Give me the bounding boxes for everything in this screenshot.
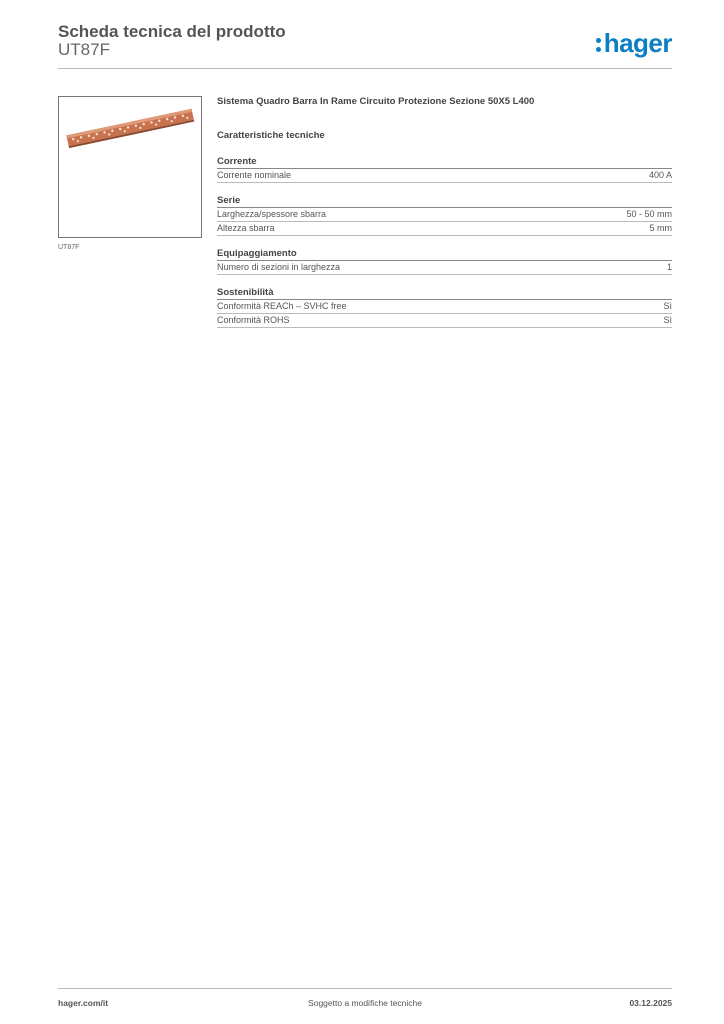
spec-row xyxy=(217,261,672,275)
hager-logo xyxy=(596,28,672,59)
spec-group-serie xyxy=(217,195,672,236)
group-title: Corrente xyxy=(217,156,672,169)
footer-website-link[interactable]: hager.com/it xyxy=(58,998,109,1008)
spec-row xyxy=(217,169,672,183)
logo-wordmark: hager xyxy=(603,28,672,58)
group-title: Equipaggiamento xyxy=(217,248,672,261)
spec-heading: Caratteristiche tecniche xyxy=(217,130,325,141)
spec-value: 400 A xyxy=(648,170,672,180)
copper-busbar-image xyxy=(59,97,201,237)
spec-label: Conformità REACh – SVHC free xyxy=(217,301,347,311)
spec-row xyxy=(217,208,672,222)
header-divider xyxy=(58,68,672,69)
spec-value: 1 xyxy=(666,262,672,272)
logo-dots-icon xyxy=(596,35,602,53)
product-code: UT87F xyxy=(58,40,110,59)
spec-label: Larghezza/spessore sbarra xyxy=(217,209,327,219)
spec-label: Conformità ROHS xyxy=(217,315,290,325)
spec-value: Sì xyxy=(663,315,672,325)
spec-group-corrente xyxy=(217,156,672,183)
footer-divider xyxy=(58,988,672,989)
group-title: Serie xyxy=(217,195,672,208)
image-caption: UT87F xyxy=(58,244,80,251)
product-description: Sistema Quadro Barra In Rame Circuito Protezione Sezione 50X5 L400 xyxy=(217,96,535,107)
spec-label: Altezza sbarra xyxy=(217,223,275,233)
page-header xyxy=(58,22,672,68)
spec-row xyxy=(217,222,672,236)
spec-column xyxy=(217,96,672,328)
spec-value: 50 - 50 mm xyxy=(626,209,672,219)
spec-row xyxy=(217,314,672,328)
spec-value: 5 mm xyxy=(649,223,672,233)
page-title: Scheda tecnica del prodotto xyxy=(58,22,286,41)
spec-label: Corrente nominale xyxy=(217,170,292,180)
spec-group-equipaggiamento xyxy=(217,248,672,275)
spec-group-sostenibilita xyxy=(217,287,672,328)
spec-label: Numero di sezioni in larghezza xyxy=(217,262,341,272)
product-image-frame xyxy=(58,96,202,238)
spec-value: Sì xyxy=(663,301,672,311)
spec-row xyxy=(217,300,672,314)
footer-note: Soggetto a modifiche tecniche xyxy=(308,998,422,1008)
footer-date: 03.12.2025 xyxy=(629,998,672,1008)
group-title: Sostenibilità xyxy=(217,287,672,300)
